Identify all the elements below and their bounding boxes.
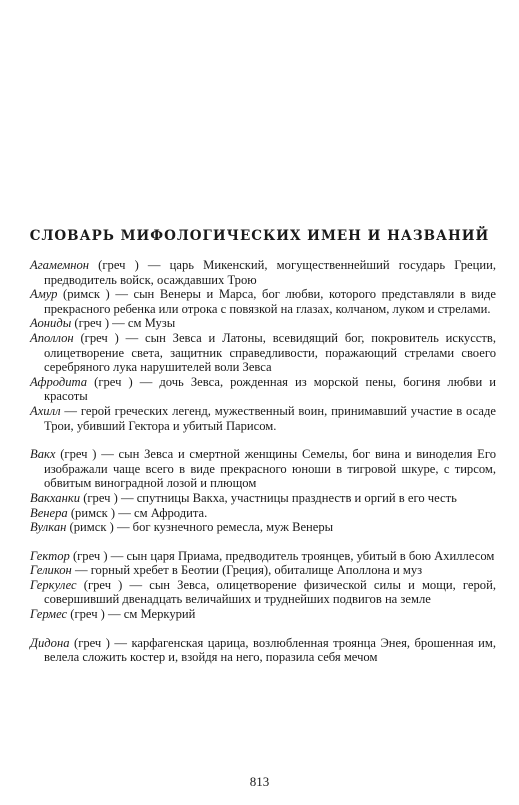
group-separator: [30, 535, 496, 549]
entry-term: Дидона: [30, 635, 70, 650]
entry-term: Афродита: [30, 374, 88, 389]
entry-definition: (греч ) — сын Зевса, олицетворение физической силы и мощи, герой, совершивший двенадцать величайших и труднейших подвигов на земле: [44, 577, 496, 607]
dictionary-entry: [30, 287, 496, 316]
entry-definition: (греч ) — сын Зевса и смертной женщины Семелы, бог вина и виноделия Его изображали чаще всего в виде прекрасного юноши в тигровой шкуре, с тирсом, обвитым виноградной лозой и плющом: [44, 447, 496, 491]
dictionary-entry: [30, 506, 496, 521]
entry-term: Геркулес: [30, 577, 77, 592]
dictionary-entry: [30, 316, 496, 331]
entry-term: Геликон: [30, 563, 72, 578]
dictionary-entry: [30, 549, 496, 564]
dictionary-entry: [30, 563, 496, 578]
dictionary-entry: [30, 607, 496, 622]
dictionary-entry: [30, 375, 496, 404]
dictionary-entry: [30, 491, 496, 506]
entry-definition: (греч ) — сын Зевса и Латоны, всевидящий бог, покровитель искусств, олицетворение света, защитник справедливости, поражающий стрелами своего серебряного лука нарушителей воли Зевса: [44, 330, 496, 375]
entry-definition: (римск ) — бог кузнечного ремесла, муж Венеры: [66, 520, 334, 535]
dictionary-entry: [30, 520, 496, 535]
entry-term: Венера: [30, 505, 68, 520]
entry-definition: (греч ) — см Меркурий: [67, 607, 196, 622]
entry-term: Аониды: [30, 316, 72, 331]
dictionary-entry: [30, 331, 496, 375]
entry-definition: (римск ) — см Афродита.: [67, 505, 208, 520]
page-number: 813: [249, 774, 270, 789]
entry-term: Вакханки: [30, 490, 81, 505]
dictionary-entry: [30, 578, 496, 607]
entry-term: Аполлон: [30, 330, 74, 345]
page-title: СЛОВАРЬ МИФОЛОГИЧЕСКИХ ИМЕН И НАЗВАНИЙ: [29, 228, 490, 244]
entry-term: Вулкан: [30, 520, 67, 535]
entry-term: Вакх: [30, 447, 56, 462]
entry-definition: — горный хребет в Беотии (Греция), обиталище Аполлона и муз: [71, 563, 423, 578]
dictionary-entry: [30, 404, 496, 433]
entry-definition: (греч ) — спутницы Вакха, участницы празднеств и оргий в его честь: [80, 490, 457, 505]
dictionary-entry: [30, 636, 496, 665]
entry-term: Ахилл: [30, 403, 61, 418]
entry-definition: — герой греческих легенд, мужественный воин, принимавший участие в осаде Трои, убивший Гектора и убитый Парисом.: [44, 403, 496, 433]
entry-definition: (греч ) — сын царя Приама, предводитель троянцев, убитый в бою Ахиллесом: [69, 548, 495, 563]
entry-definition: (греч ) — карфагенская царица, возлюбленная троянца Энея, брошенная им, велела сложить костер и, взойдя на него, поразила себя мечом: [44, 635, 496, 665]
entry-term: Амур: [30, 287, 58, 302]
entry-definition: (греч ) — царь Микенский, могущественнейший государь Греции, предводитель войск, осаждавших Трою: [44, 258, 496, 287]
group-separator: [30, 433, 496, 447]
entry-definition: (греч ) — см Музы: [71, 316, 176, 331]
dictionary-entry: [30, 447, 496, 491]
entry-definition: (греч ) — дочь Зевса, рожденная из морской пены, богиня любви и красоты: [44, 374, 496, 404]
group-separator: [30, 622, 496, 636]
entries-list: [30, 258, 496, 665]
entry-term: Агамемнон: [30, 258, 90, 272]
entry-term: Гермес: [30, 607, 68, 622]
entry-term: Гектор: [30, 548, 70, 563]
dictionary-entry: [30, 258, 496, 287]
entry-definition: (римск ) — сын Венеры и Марса, бог любви, которого представляли в виде прекрасного ребенка или отрока с повязкой на глазах, колчаном, луком и стрелами.: [44, 287, 496, 316]
